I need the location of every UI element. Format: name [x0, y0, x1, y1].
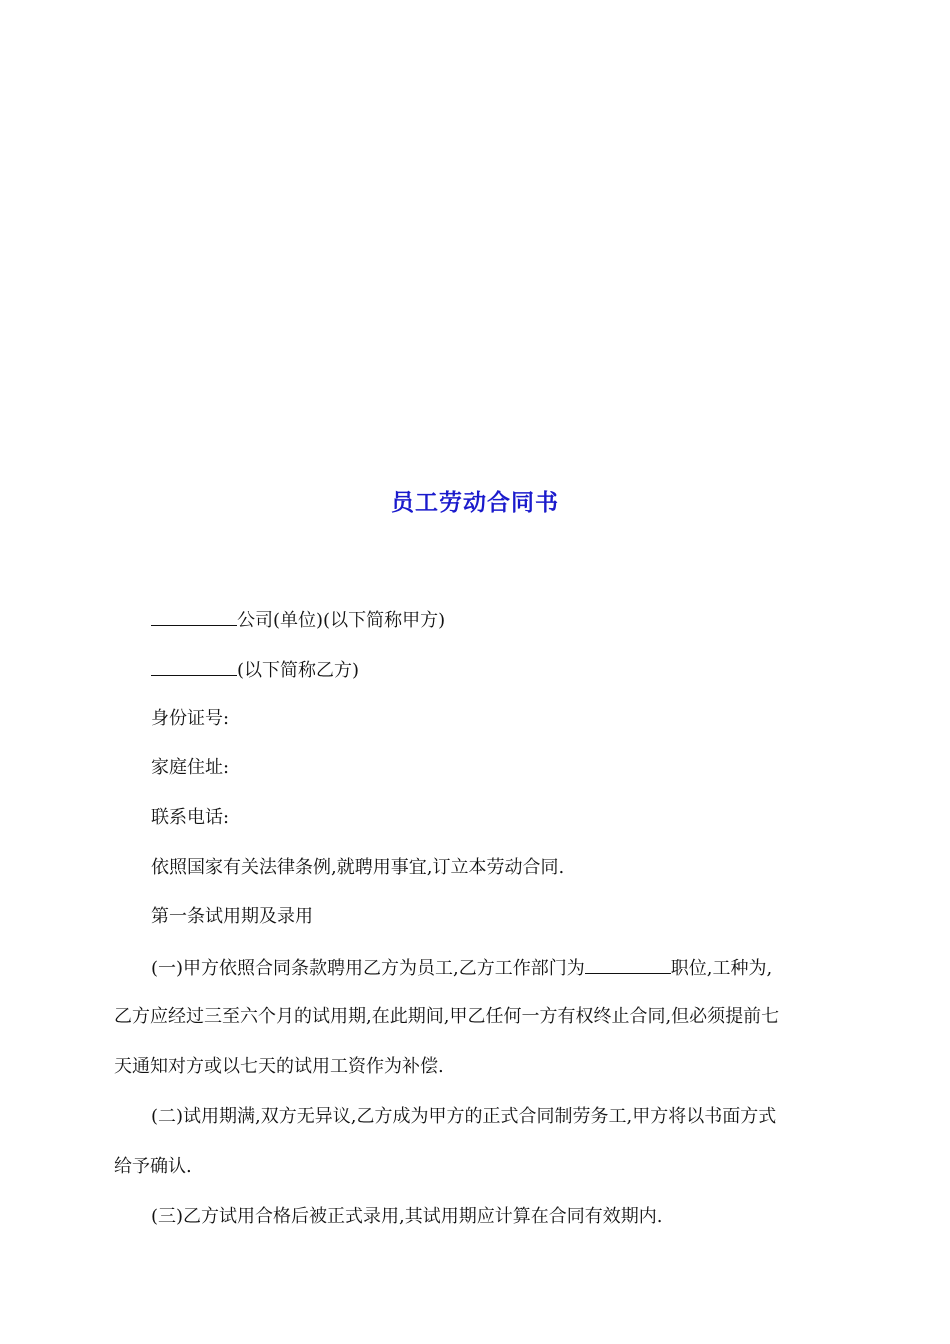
party-a-line: [151, 607, 445, 633]
clause-1-line-1: [151, 955, 772, 981]
clause-3: (三)乙方试用合格后被正式录用,其试用期应计算在合同有效期内.: [151, 1206, 663, 1227]
phone-label: 联系电话:: [151, 807, 230, 828]
article-1-heading: 第一条试用期及录用: [151, 906, 313, 927]
party-b-text: (以下简称乙方): [237, 660, 360, 681]
preamble: 依照国家有关法律条例,就聘用事宜,订立本劳动合同.: [151, 857, 565, 878]
home-address-label: 家庭住址:: [151, 757, 230, 778]
department-blank: [585, 955, 671, 974]
clause-1-part-1: (一)甲方依照合同条款聘用乙方为员工,乙方工作部门为: [151, 958, 585, 979]
clause-1-part-2: 职位,工种为,: [670, 958, 773, 979]
clause-2-line-1: (二)试用期满,双方无异议,乙方成为甲方的正式合同制劳务工,甲方将以书面方式: [151, 1106, 777, 1127]
clause-1-line-2: 乙方应经过三至六个月的试用期,在此期间,甲乙任何一方有权终止合同,但必须提前七: [114, 1006, 780, 1027]
clause-2-line-2: 给予确认.: [114, 1156, 192, 1177]
clause-1-line-3: 天通知对方或以七天的试用工资作为补偿.: [114, 1056, 444, 1077]
party-b-line: [151, 657, 359, 683]
id-number-label: 身份证号:: [151, 708, 230, 729]
party-b-blank: [151, 657, 237, 676]
party-a-blank: [151, 607, 237, 626]
document-title: 员工劳动合同书: [391, 490, 559, 516]
party-a-text: 公司(单位)(以下简称甲方): [237, 610, 446, 631]
